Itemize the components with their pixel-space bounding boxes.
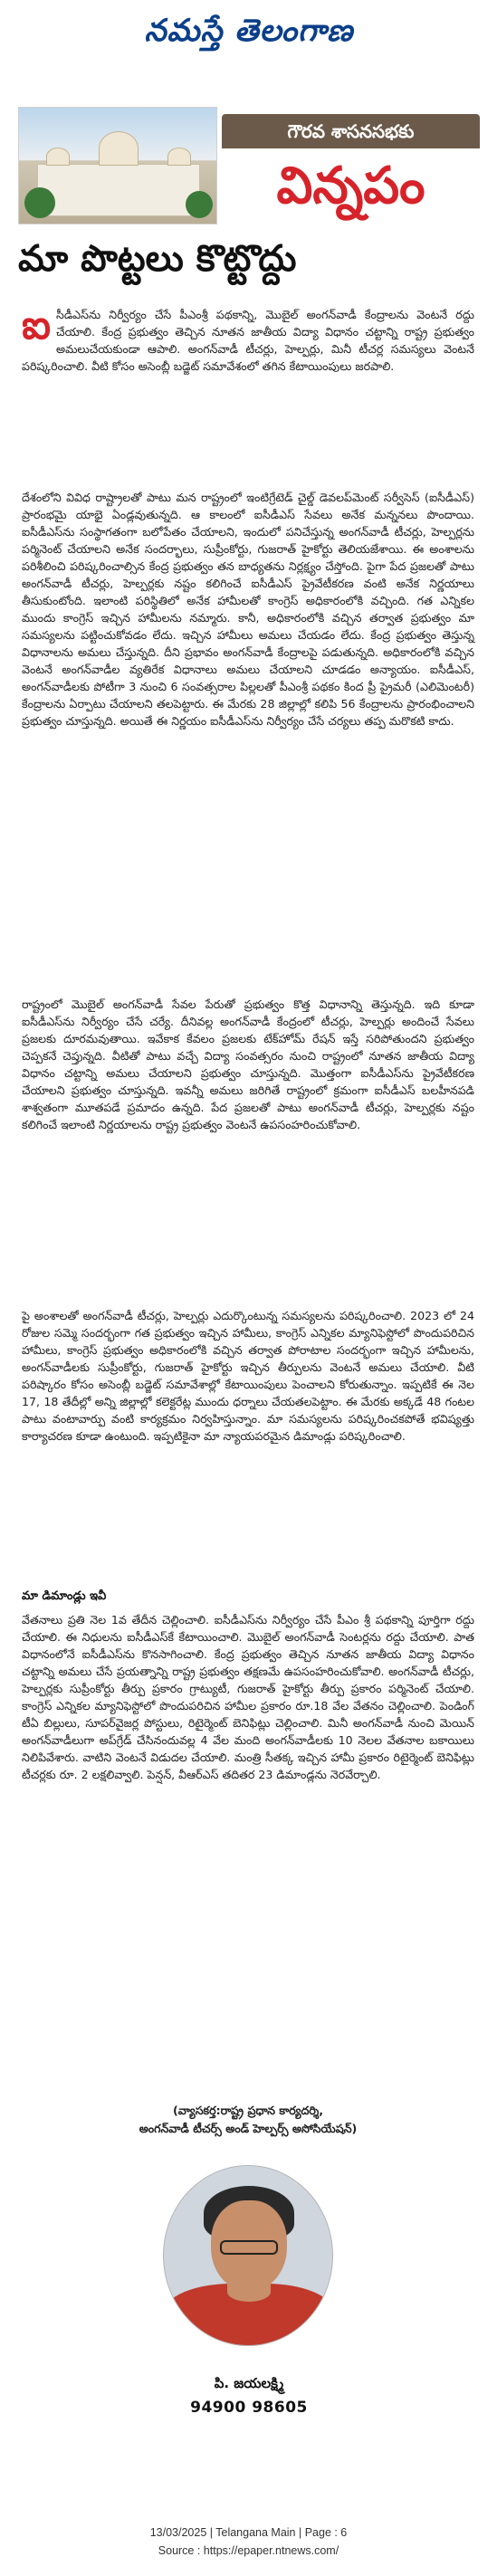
banner-tag: గౌరవ శాసనసభకు — [222, 114, 480, 148]
article-paragraph-3: రాష్ట్రంలో మొబైల్ అంగన్‌వాడీ సేవల పేరుతో ప్రభుత్వం కొత్త విధానాన్ని తెస్తున్నది. ఇది కూడా ఐసీడీఎస్‌ను నిర్వీర్యం చేసే చర్యే. దీనివల్ల అంగన్‌వాడీ కేంద్రంలో టీచర్లు, హెల్పర్లు అందించే సేవలు ప్రజలకు దూరమవుతాయి. ఇవేకాక కేవలం ప్రజలకు టేక్‌హోమ్ రేషన్ ఇస్తే సరిపోతుందని ప్రభుత్వం చెప్పకనే చెప్తున్నది. వీటితో పాటు వచ్చే విద్యా సంవత్సరం నుంచి రాష్ట్రంలో నూతన జాతీయ విద్యా విధానం చట్టాన్ని అమలు చేయాలని ప్రభుత్వం చూస్తున్నది. మొత్తంగా ఐసీడీఎస్‌ను ప్రైవేటీకరణ చేయాలని ప్రభుత్వం చూస్తున్నది. ఇవన్నీ అమలు జరిగితే రాష్ట్రంలో క్రమంగా ఐసీడీఎస్ బలహీనపడి శాశ్వతంగా మూతపడే ప్రమాదం ఉన్నది. పేద ప్రజలతో పాటు అంగన్‌వాడీ టీచర్లు, హెల్పర్లకు నష్టం కలిగించే ఇలాంటి నిర్ణయాలను రాష్ట్ర ప్రభుత్వం వెంటనే ఉపసంహరించుకోవాలి. — [22, 997, 474, 1131]
author-phone: 94900 98605 — [190, 2399, 308, 2417]
article-headline: మా పొట్టలు కొట్టొద్దు — [18, 237, 297, 280]
masthead — [0, 0, 497, 83]
author-portrait — [163, 2165, 333, 2346]
page-footer — [0, 2524, 497, 2560]
dropcap: ఐ — [22, 302, 51, 348]
author-role-line-2: అంగన్‌వాడీ టీచర్స్ అండ్ హెల్పర్స్ అసోసియేషన్) — [139, 2122, 358, 2135]
banner-word: విన్నపం — [276, 156, 425, 215]
footer-date-edition: 13/03/2025 | Telangana Main | Page : 6 — [149, 2526, 348, 2539]
article-paragraph-demands: వేతనాలు ప్రతి నెల 1వ తేదీన చెల్లించాలి. ఐసీడీఎస్‌ను నిర్వీర్యం చేసే పీఎం శ్రీ పథకాన్ని పూర్తిగా రద్దు చేయాలి. ఈ నిధులను ఐసీడీఎస్‌కే కేటాయించాలి. మొబైల్ అంగన్‌వాడీ సెంటర్లను రద్దు చేయాలి. పాత విధానంలోనే ఐసీడీఎస్‌ను కొనసాగించాలి. కేంద్ర ప్రభుత్వం తెచ్చిన నూతన జాతీయ విద్యా విధానం చట్టాన్ని అమలు చేసే ప్రయత్నాన్ని రాష్ట్ర ప్రభుత్వం తక్షణమే ఉపసంహరించుకోవాలి. అంగన్‌వాడీ టీచర్లు, హెల్పర్లకు సుప్రీంకోర్టు తీర్పు ప్రకారం గ్రాట్యుటీ, గుజరాత్ హైకోర్టు తీర్పు ప్రకారం పర్మినెంట్ చేయాలి. కాంగ్రెస్ ఎన్నికల మ్యానిఫెస్టోలో పొందుపరిచిన హామీల ప్రకారం రూ.18 వేల వేతనం చెల్లించాలి. పెండింగ్ టీఏ బిల్లులు, సూపర్‌వైజర్ల పోస్టులు, రిటైర్మెంట్ బెనిఫిట్లు చెల్లించాలి. మినీ అంగన్‌వాడీ నుంచి మెయిన్ అంగన్‌వాడీలుగా అప్‌గ్రేడ్ చేసినందువల్ల 4 వేల మంది అంగన్‌వాడీలకు 10 నెలల వేతనాల బకాయిలు నిలిపివేశారు. వాటిని వెంటనే విడుదల చేయాలి. మంత్రి సీతక్క ఇచ్చిన హామీ ప్రకారం రిటైర్మెంట్ బెనిఫిట్లు టీచర్లకు రూ. 2 లక్షలివ్వాలి. పెన్షన్, వీఆర్‌ఎస్ తదితర 23 డిమాండ్లను నెరవేర్చాలి. — [22, 1613, 474, 1781]
article-paragraph-1 — [22, 302, 474, 375]
author-credit — [22, 2102, 474, 2138]
paragraph-text: సీడీఎస్‌ను నిర్వీర్యం చేసే పీఎంశ్రీ పథకాన్ని, మొబైల్ అంగన్‌వాడీ కేంద్రాలను వెంటనే రద్దు చేయాలి. కేంద్ర ప్రభుత్వం తెచ్చిన నూతన జాతీయ విద్యా విధానం చట్టాన్ని రాష్ట్ర ప్రభుత్వం అమలుచేయకుండా ఆపాలి. అంగన్‌వాడీ టీచర్లు, హెల్పర్లు, మినీ టీచర్ల సమస్యలు వెంటనే పరిష్కరించాలి. వీటి కోసం అసెంబ్లీ బడ్జెట్ సమావేశంలో తగిన కేటాయింపులు జరపాలి. — [22, 308, 474, 373]
demands-heading: మా డిమాండ్లు ఇవీ — [22, 1589, 107, 1603]
column-banner — [18, 107, 480, 224]
newspaper-title: నమస్తే తెలంగాణ — [144, 13, 354, 49]
assembly-building-photo — [18, 107, 217, 224]
article-paragraph-2: దేశంలోని వివిధ రాష్ట్రాలతో పాటు మన రాష్ట్రంలో ఇంటిగ్రేటెడ్ చైల్డ్ డెవలప్‌మెంట్ సర్వీసెస్ (ఐసీడీఎస్) ప్రారంభమై యాభై ఏండ్లవుతున్నది. ఆ కాలంలో ఐసీడీఎస్ సేవలు అనేక మన్ననలు పొందాయి. ఐసీడీఎస్‌ను సంస్థాగతంగా బలోపేతం చేయాలని, ఇందులో పనిచేస్తున్న అంగన్‌వాడీ టీచర్లు, హెల్పర్లను పర్మినెంట్ చేయాలని అనేక సందర్భాలు, సుప్రీంకోర్టు, గుజరాత్ హైకోర్టు తెలియజేశాయి. ఈ అంశాలను పరిశీలించి పరిష్కరించాల్సిన కేంద్ర ప్రభుత్వం తన బాధ్యతను నిర్లక్ష్యం చేస్తోంది. పైగా పేద ప్రజలతో పాటు అంగన్‌వాడీ టీచర్లు, హెల్పర్లకు నష్టం కలిగించే ఐసీడీఎస్ ప్రైవేటీకరణ వంటి అనేక నిర్ణయాలు తీసుకుంటోంది. ఇలాంటి పరిస్థితిలో అనేక హామీలతో కాంగ్రెస్ అధికారంలోకి వచ్చింది. గత ఎన్నికల ముందు కాంగ్రెస్ ఇచ్చిన హామీలను నమ్మారు. కానీ, అధికారంలోకి వచ్చిన తర్వాత ప్రభుత్వం మా సమస్యలను పట్టించుకోవడం లేదు. ఇచ్చిన హామీలు అమలు చేయడం లేదు. కేంద్ర ప్రభుత్వం తెస్తున్న విధానాలను అమలు చేస్తున్నది. దీని ప్రభావం అంగన్‌వాడీ కేంద్రాలపై పడుతున్నది. అధికారంలోకి వచ్చిన వెంటనే అంగన్‌వాడీల వ్యతిరేక విధానాలు అమలు చేయాలని చూడడం అన్యాయం. ఐసీడీఎస్, అంగన్‌వాడీలకు పోటీగా 3 నుంచి 6 సంవత్సరాల పిల్లలతో పీఎంశ్రీ పథకం కింద ప్రీ ప్రైమరీ (ఎలిమెంటరీ) కేంద్రాలను ఏర్పాటు చేయాలని తలపెట్టారు. ఈ మేరకు 28 జిల్లాల్లో కలిపి 56 కేంద్రాలను ప్రారంభించాలని ప్రభుత్వం చూస్తున్నది. అయితే ఈ నిర్ణయం ఐసీడీఎస్‌ను నిర్వీర్యం చేసే చర్యలు తప్ప మరొకటి కాదు. — [22, 491, 474, 728]
article-paragraph-4: పై అంశాలతో అంగన్‌వాడీ టీచర్లు, హెల్పర్లు ఎదుర్కొంటున్న సమస్యలను పరిష్కరించాలి. 2023 లో 24 రోజుల సమ్మె సందర్భంగా గత ప్రభుత్వం ఇచ్చిన హామీలు, కాంగ్రెస్ ఎన్నికల మ్యానిఫెస్టోలో పొందుపరిచిన హామీలు, కాంగ్రెస్ ప్రభుత్వం అధికారంలోకి వచ్చిన తర్వాత పోరాటాల సందర్భంగా ఇచ్చిన హామీలను, అంగన్‌వాడీలకు సుప్రీంకోర్టు, గుజరాత్ హైకోర్టు ఇచ్చిన తీర్పులను వెంటనే అమలు చేయాలి. వీటి పరిష్కారం కోసం అసెంబ్లీ బడ్జెట్ సమావేశాల్లో కేటాయింపులు పెంచాలని కోరుతున్నాం. ఇప్పటికే ఈ నెల 17, 18 తేదీల్లో అన్ని జిల్లాల్లో కలెక్టరేట్ల ముందు ధర్నాలు చేయతలపెట్టాం. ఈ మేరకు అక్కడే 48 గంటల పాటు వంటావార్పు వంటి కార్యక్రమం నిర్వహిస్తున్నాం. మా సమస్యలను పరిష్కరించకపోతే భవిష్యత్తు కార్యాచరణ కూడా ఉంటుంది. ఇప్పటికైనా మా న్యాయపరమైన డిమాండ్లు పరిష్కరించాలి. — [22, 1309, 474, 1443]
author-name: పి. జయలక్ష్మి — [214, 2375, 284, 2391]
author-role-line-1: (వ్యాసకర్త:రాష్ట్ర ప్రధాన కార్యదర్శి, — [172, 2104, 324, 2117]
footer-source: Source : https://epaper.ntnews.com/ — [158, 2544, 339, 2557]
